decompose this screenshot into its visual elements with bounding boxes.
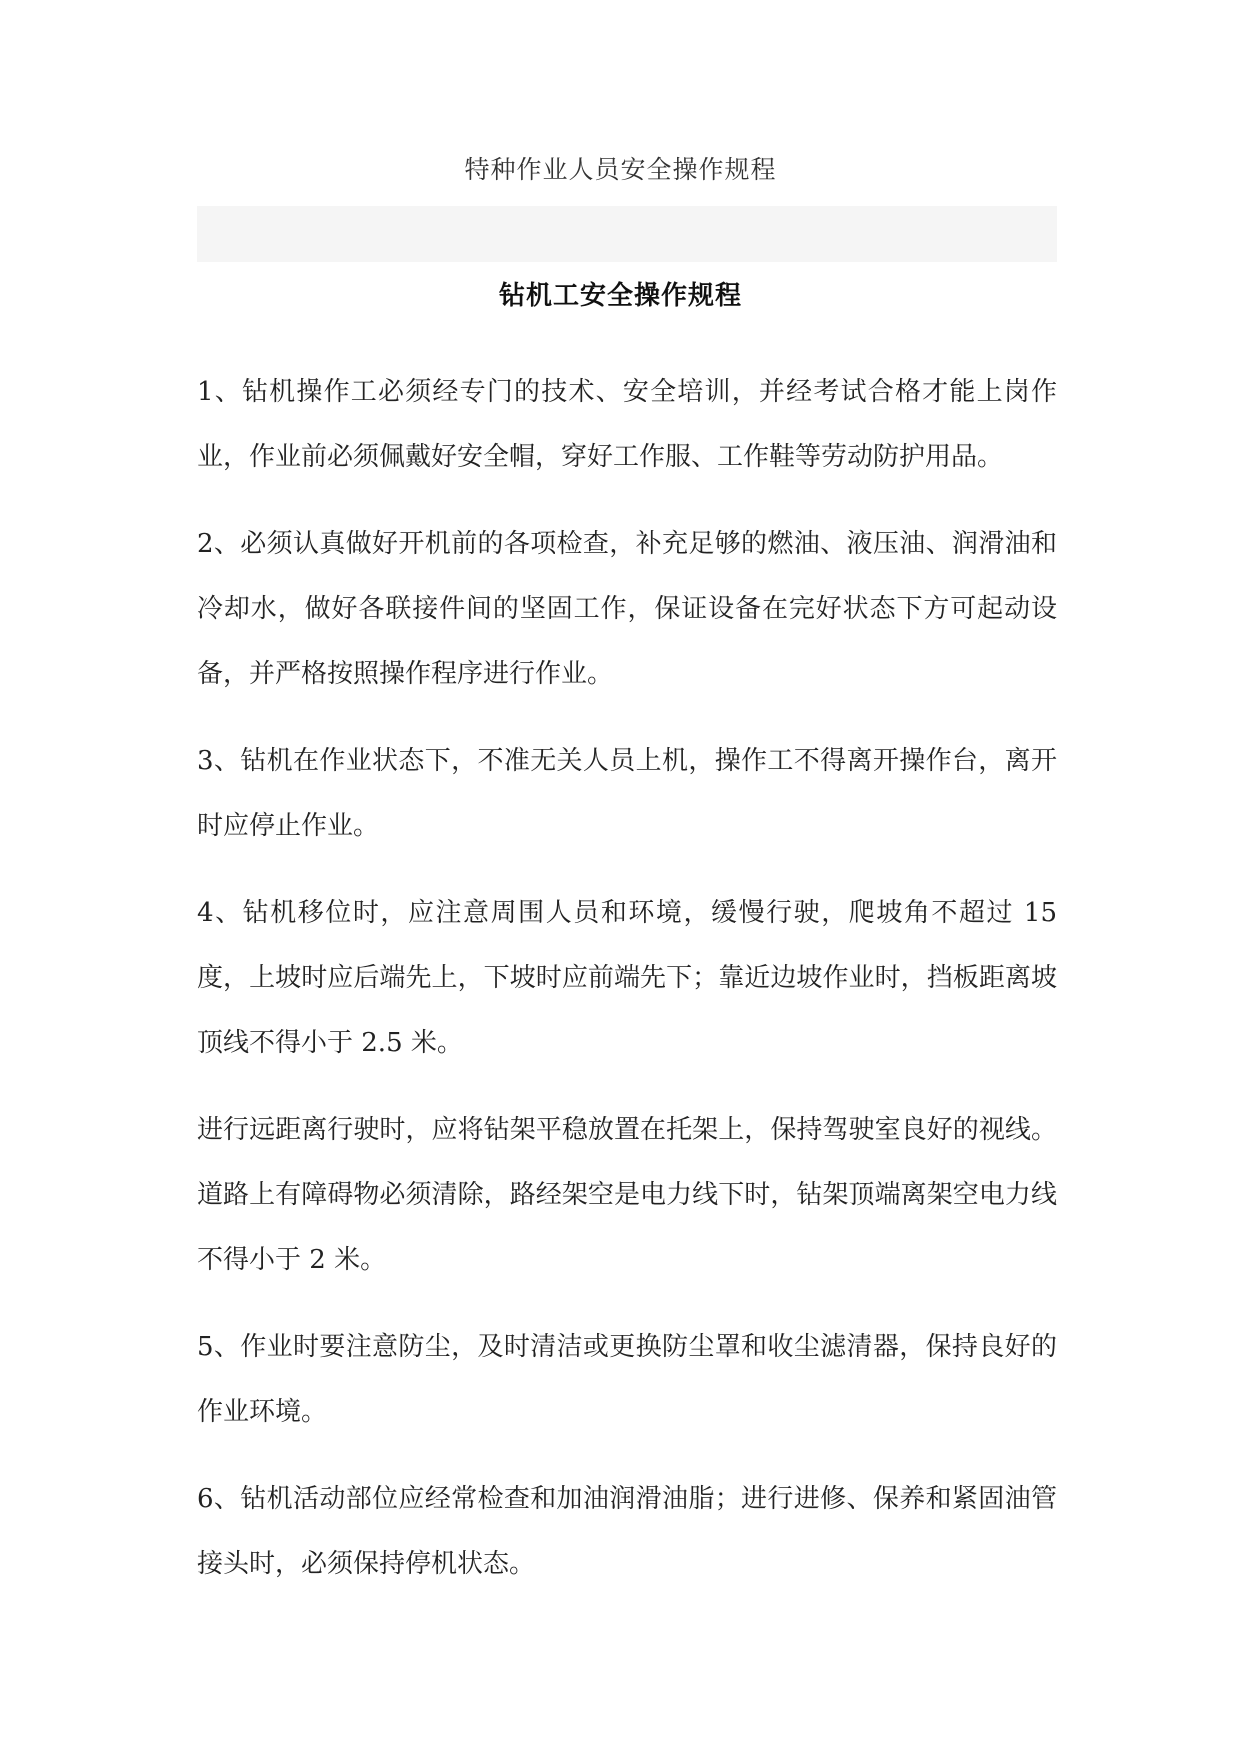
paragraph-1: 1、钻机操作工必须经专门的技术、安全培训，并经考试合格才能上岗作业，作业前必须佩戴好安全帽，穿好工作服、工作鞋等劳动防护用品。 bbox=[197, 377, 1057, 472]
blank-banner bbox=[197, 206, 1057, 262]
paragraph-7: 6、钻机活动部位应经常检查和加油润滑油脂；进行进修、保养和紧固油管接头时，必须保持停机状态。 bbox=[197, 1484, 1057, 1579]
paragraph-2: 2、必须认真做好开机前的各项检查，补充足够的燃油、液压油、润滑油和冷却水，做好各联接件间的坚固工作，保证设备在完好状态下方可起动设备，并严格按照操作程序进行作业。 bbox=[197, 529, 1057, 689]
document-title: 特种作业人员安全操作规程 bbox=[464, 155, 777, 184]
document-body bbox=[197, 360, 1057, 1619]
paragraph-3: 3、钻机在作业状态下，不准无关人员上机，操作工不得离开操作台，离开时应停止作业。 bbox=[197, 746, 1057, 841]
paragraph-6: 5、作业时要注意防尘，及时清洁或更换防尘罩和收尘滤清器，保持良好的作业环境。 bbox=[197, 1332, 1057, 1427]
paragraph-4: 4、钻机移位时，应注意周围人员和环境，缓慢行驶，爬坡角不超过 15 度，上坡时应后端先上，下坡时应前端先下；靠近边坡作业时，挡板距离坡顶线不得小于 2.5 米。 bbox=[197, 898, 1057, 1058]
section-heading: 钻机工安全操作规程 bbox=[498, 281, 742, 311]
paragraph-5: 进行远距离行驶时，应将钻架平稳放置在托架上，保持驾驶室良好的视线。道路上有障碍物必须清除，路经架空是电力线下时，钻架顶端离架空电力线不得小于 2 米。 bbox=[197, 1115, 1057, 1275]
